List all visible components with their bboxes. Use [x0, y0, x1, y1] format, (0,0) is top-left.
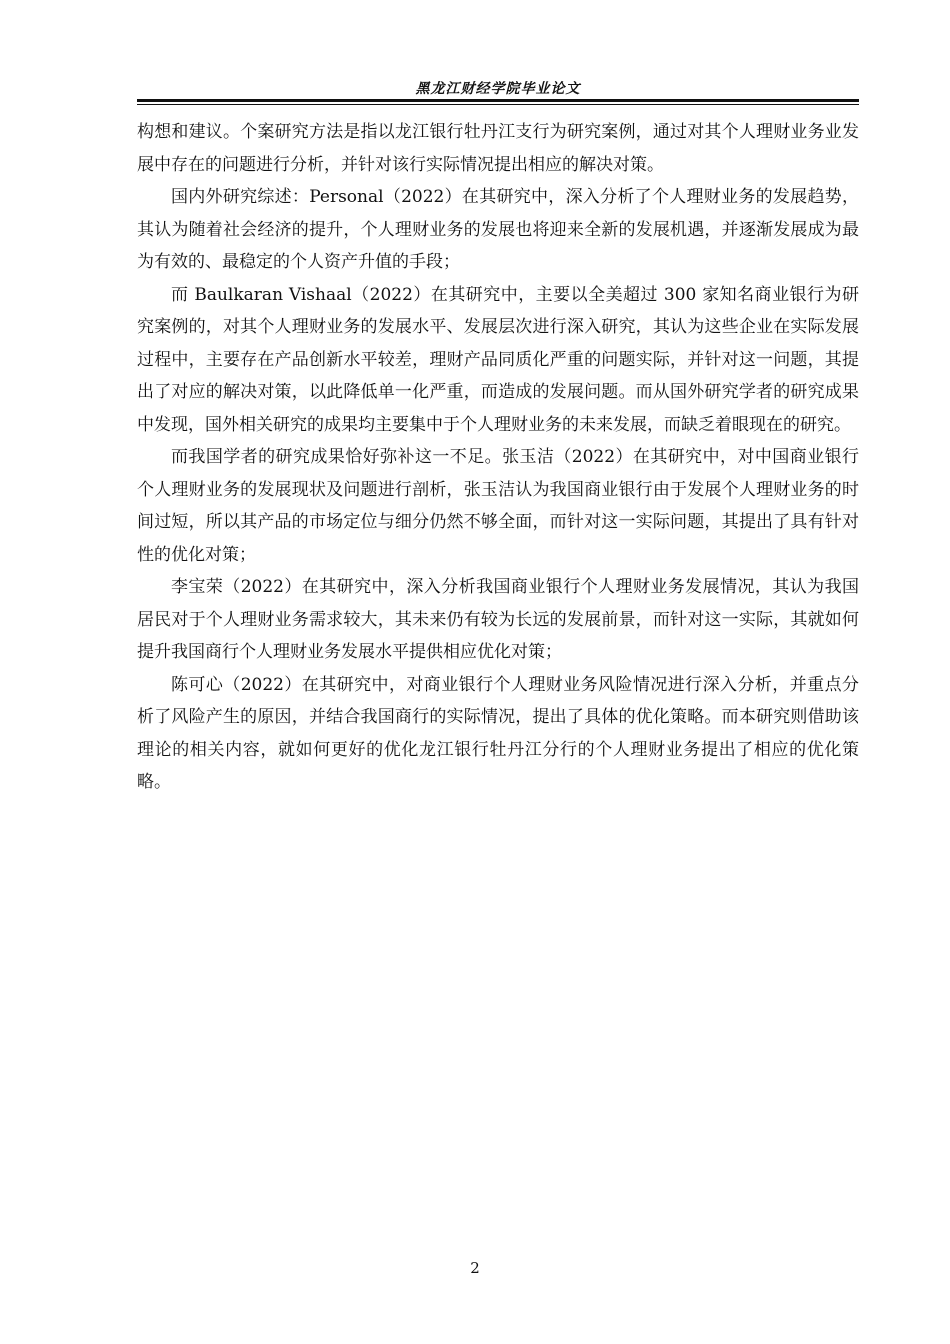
thesis-body	[137, 116, 859, 799]
page-number: 2	[470, 1259, 480, 1277]
header-rule-thick	[137, 99, 859, 102]
paragraph-literature-review: 国内外研究综述：Personal（2022）在其研究中，深入分析了个人理财业务的发展趋势，其认为随着社会经济的提升，个人理财业务的发展也将迎来全新的发展机遇，并逐渐发展成为最为有效的、最稳定的个人资产升值的手段；	[137, 187, 859, 272]
header-rule-thin	[137, 104, 859, 105]
running-header: 黑龙江财经学院毕业论文	[415, 81, 581, 97]
paragraph-continuation: 构想和建议。个案研究方法是指以龙江银行牡丹江支行为研究案例，通过对其个人理财业务业发展中存在的问题进行分析，并针对该行实际情况提出相应的解决对策。	[137, 122, 859, 175]
paragraph-foreign-research: 而 Baulkaran Vishaal（2022）在其研究中，主要以全美超过 300 家知名商业银行为研究案例的，对其个人理财业务的发展水平、发展层次进行深入研究，其认为这些企业在实际发展过程中，主要存在产品创新水平较差，理财产品同质化严重的问题实际，并针对这一问题，其提出了对应的解决对策，以此降低单一化严重，而造成的发展问题。而从国外研究学者的研究成果中发现，国外相关研究的成果均主要集中于个人理财业务的未来发展，而缺乏着眼现在的研究。	[137, 284, 859, 435]
paragraph-domestic-research: 而我国学者的研究成果恰好弥补这一不足。张玉洁（2022）在其研究中，对中国商业银行个人理财业务的发展现状及问题进行剖析，张玉洁认为我国商业银行由于发展个人理财业务的时间过短，所以其产品的市场定位与细分仍然不够全面，而针对这一实际问题，其提出了具有针对性的优化对策；	[137, 447, 859, 565]
paragraph-chen-kexin: 陈可心（2022）在其研究中，对商业银行个人理财业务风险情况进行深入分析，并重点分析了风险产生的原因，并结合我国商行的实际情况，提出了具体的优化策略。而本研究则借助该理论的相关内容，就如何更好的优化龙江银行牡丹江分行的个人理财业务提出了相应的优化策略。	[137, 674, 859, 792]
paragraph-li-baorong: 李宝荣（2022）在其研究中，深入分析我国商业银行个人理财业务发展情况，其认为我国居民对于个人理财业务需求较大，其未来仍有较为长远的发展前景，而针对这一实际，其就如何提升我国商行个人理财业务发展水平提供相应优化对策；	[137, 577, 859, 662]
